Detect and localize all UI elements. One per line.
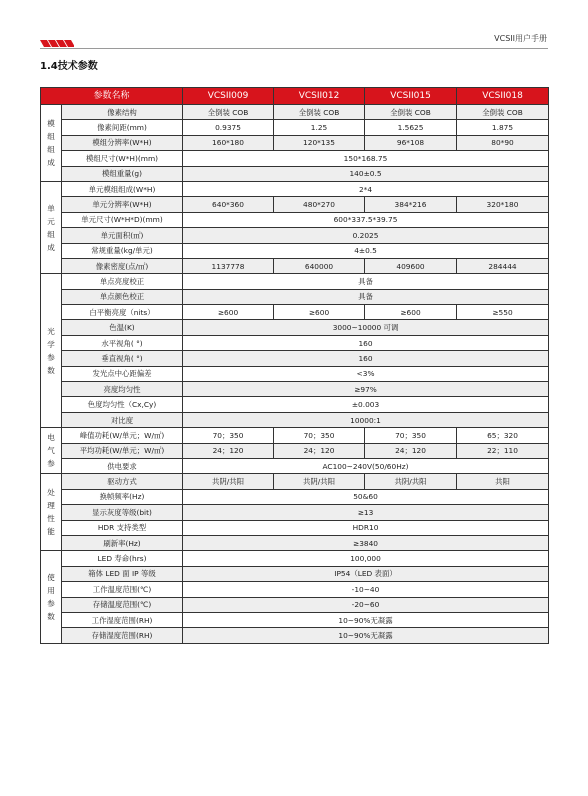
group-label-char: 理 <box>47 501 55 511</box>
group-label-char: 能 <box>47 527 55 537</box>
row-label: 水平视角( °) <box>62 335 183 350</box>
table-row <box>41 612 549 627</box>
table-row <box>41 197 549 212</box>
value-cell: 160*180 <box>183 135 274 150</box>
value-cell: ≥600 <box>274 305 365 320</box>
spec-table-header <box>41 88 549 105</box>
column-header: VCSII018 <box>457 88 549 105</box>
group-label-char: 数 <box>47 612 55 621</box>
row-label: 单点颜色校正 <box>62 289 183 304</box>
value-cell: 640000 <box>274 258 365 273</box>
table-row <box>41 351 549 366</box>
table-row <box>41 535 549 550</box>
value-cell: 全倒装 COB <box>274 105 365 120</box>
value-cell: 10~90%无凝露 <box>183 628 549 643</box>
group-label-char: 参 <box>47 599 55 608</box>
column-header: VCSII012 <box>274 88 365 105</box>
table-row <box>41 489 549 504</box>
row-label: 像素结构 <box>62 105 183 120</box>
table-row <box>41 105 549 120</box>
value-cell: 全倒装 COB <box>183 105 274 120</box>
value-cell: 1.875 <box>457 120 549 135</box>
manual-title: VCSII用户手册 <box>494 34 547 43</box>
row-label: 工作湿度范围(RH) <box>62 612 183 627</box>
value-cell: 600*337.5*39.75 <box>183 212 549 227</box>
value-cell: 640*360 <box>183 197 274 212</box>
group-label-char: 成 <box>47 242 55 252</box>
group-label-char: 组 <box>47 131 55 141</box>
value-cell: 65；320 <box>457 428 549 443</box>
value-cell: 100,000 <box>183 551 549 566</box>
value-cell: ≥97% <box>183 382 549 397</box>
table-row <box>41 335 549 350</box>
value-cell: 10~90%无凝露 <box>183 612 549 627</box>
value-cell: 具备 <box>183 289 549 304</box>
row-label: 存储湿度范围(RH) <box>62 628 183 643</box>
row-label: 刷新率(Hz) <box>62 535 183 550</box>
section-title: 1.4技术参数 <box>40 61 98 72</box>
row-label: 色温(K) <box>62 320 183 335</box>
row-label: 模组重量(g) <box>62 166 183 181</box>
row-label: 单元尺寸(W*H*D)(mm) <box>62 212 183 227</box>
value-cell: 1.5625 <box>365 120 457 135</box>
value-cell: -20~60 <box>183 597 549 612</box>
table-row <box>41 582 549 597</box>
row-label: HDR 支持类型 <box>62 520 183 535</box>
table-row <box>41 597 549 612</box>
row-label: 单元分辨率(W*H) <box>62 197 183 212</box>
table-row <box>41 274 549 289</box>
row-label: 单点亮度校正 <box>62 274 183 289</box>
value-cell: 1137778 <box>183 258 274 273</box>
group-label-char: 组 <box>47 229 55 239</box>
table-row <box>41 412 549 427</box>
row-label: 对比度 <box>62 412 183 427</box>
value-cell: 24；120 <box>183 443 274 458</box>
value-cell: ≥550 <box>457 305 549 320</box>
group-label <box>41 428 62 474</box>
group-label-char: 元 <box>47 216 55 226</box>
value-cell: 160 <box>183 335 549 350</box>
group-label-char: 模 <box>47 118 55 128</box>
row-label: 供电要求 <box>62 458 183 473</box>
value-cell: 0.9375 <box>183 120 274 135</box>
value-cell: ≥3840 <box>183 535 549 550</box>
value-cell: 80*90 <box>457 135 549 150</box>
row-label: 模组尺寸(W*H)(mm) <box>62 151 183 166</box>
value-cell: <3% <box>183 366 549 381</box>
group-label-char: 电 <box>47 433 55 443</box>
group-label-char: 单 <box>47 203 55 213</box>
value-cell: 70；350 <box>274 428 365 443</box>
group-label-char: 性 <box>47 514 55 524</box>
value-cell: 共阳 <box>457 474 549 489</box>
value-cell: 0.2025 <box>183 228 549 243</box>
table-row <box>41 443 549 458</box>
row-label: 色度均匀性（Cx,Cy) <box>62 397 183 412</box>
table-row <box>41 212 549 227</box>
group-label-char: 学 <box>47 339 55 349</box>
row-label: 工作温度范围(℃) <box>62 582 183 597</box>
value-cell: AC100~240V(50/60Hz) <box>183 458 549 473</box>
group-label-char: 参 <box>47 352 55 362</box>
row-label: 箱体 LED 面 IP 等级 <box>62 566 183 581</box>
table-row <box>41 566 549 581</box>
value-cell: 24；120 <box>365 443 457 458</box>
value-cell: 150*168.75 <box>183 151 549 166</box>
value-cell: 70；350 <box>183 428 274 443</box>
group-label-char: 用 <box>47 586 55 595</box>
value-cell: 96*108 <box>365 135 457 150</box>
row-label: 垂直视角( °) <box>62 351 183 366</box>
value-cell: 320*180 <box>457 197 549 212</box>
row-label: 存储温度范围(℃) <box>62 597 183 612</box>
table-row <box>41 305 549 320</box>
row-label: 换帧频率(Hz) <box>62 489 183 504</box>
table-row <box>41 428 549 443</box>
value-cell: 2*4 <box>183 181 549 196</box>
row-label: 像素间距(mm) <box>62 120 183 135</box>
value-cell: 4±0.5 <box>183 243 549 258</box>
value-cell: 140±0.5 <box>183 166 549 181</box>
table-row <box>41 505 549 520</box>
value-cell: -10~40 <box>183 582 549 597</box>
spec-table-body <box>41 105 549 644</box>
row-label: 发光点中心距偏差 <box>62 366 183 381</box>
row-label: 单元面积(㎡) <box>62 228 183 243</box>
row-label: 白平衡亮度（nits） <box>62 305 183 320</box>
row-label: 驱动方式 <box>62 474 183 489</box>
table-row <box>41 181 549 196</box>
table-row <box>41 551 549 566</box>
column-header: 参数名称 <box>41 88 183 105</box>
value-cell: 384*216 <box>365 197 457 212</box>
table-row <box>41 289 549 304</box>
table-row <box>41 243 549 258</box>
group-label <box>41 474 62 551</box>
group-label-char: 处 <box>47 488 55 498</box>
row-label: 模组分辨率(W*H) <box>62 135 183 150</box>
group-label <box>41 274 62 428</box>
value-cell: 全倒装 COB <box>457 105 549 120</box>
value-cell: 284444 <box>457 258 549 273</box>
table-row <box>41 320 549 335</box>
column-header: VCSII009 <box>183 88 274 105</box>
table-row <box>41 151 549 166</box>
value-cell: ≥600 <box>365 305 457 320</box>
row-label: LED 寿命(hrs) <box>62 551 183 566</box>
table-row <box>41 520 549 535</box>
group-label <box>41 105 62 182</box>
value-cell: 480*270 <box>274 197 365 212</box>
value-cell: 全倒装 COB <box>365 105 457 120</box>
value-cell: 共阴/共阳 <box>274 474 365 489</box>
row-label: 平均功耗(W/单元；W/㎡) <box>62 443 183 458</box>
value-cell: 1.25 <box>274 120 365 135</box>
row-label: 像素密度(点/㎡) <box>62 258 183 273</box>
value-cell: 160 <box>183 351 549 366</box>
group-label-char: 成 <box>47 157 55 167</box>
group-label-char: 使 <box>47 573 55 582</box>
group-label <box>41 181 62 273</box>
table-row <box>41 366 549 381</box>
table-row <box>41 474 549 489</box>
header-divider <box>40 48 548 49</box>
table-row <box>41 258 549 273</box>
table-row <box>41 166 549 181</box>
value-cell: 3000~10000 可调 <box>183 320 549 335</box>
value-cell: 70；350 <box>365 428 457 443</box>
column-header: VCSII015 <box>365 88 457 105</box>
row-label: 峰值功耗(W/单元；W/㎡) <box>62 428 183 443</box>
value-cell: 10000:1 <box>183 412 549 427</box>
value-cell: 具备 <box>183 274 549 289</box>
row-label: 单元模组组成(W*H) <box>62 181 183 196</box>
group-label-char: 数 <box>47 365 55 375</box>
group-label-char: 组 <box>47 144 55 154</box>
value-cell: 24；120 <box>274 443 365 458</box>
value-cell: ≥13 <box>183 505 549 520</box>
table-row <box>41 397 549 412</box>
group-label-char: 光 <box>47 326 55 336</box>
table-row <box>41 628 549 643</box>
value-cell: IP54（LED 表面） <box>183 566 549 581</box>
value-cell: 22；110 <box>457 443 549 458</box>
table-row <box>41 382 549 397</box>
value-cell: ±0.003 <box>183 397 549 412</box>
value-cell: HDR10 <box>183 520 549 535</box>
brand-logo-icon <box>40 40 74 47</box>
spec-table <box>40 87 549 644</box>
row-label: 亮度均匀性 <box>62 382 183 397</box>
row-label: 常规重量(kg/单元) <box>62 243 183 258</box>
table-row <box>41 228 549 243</box>
value-cell: ≥600 <box>183 305 274 320</box>
group-label-char: 气 <box>47 446 55 456</box>
group-label-char: 参 <box>47 459 55 469</box>
table-row <box>41 120 549 135</box>
group-label <box>41 551 62 643</box>
value-cell: 共阴/共阳 <box>183 474 274 489</box>
value-cell: 共阴/共阳 <box>365 474 457 489</box>
table-row <box>41 135 549 150</box>
row-label: 显示灰度等级(bit) <box>62 505 183 520</box>
value-cell: 120*135 <box>274 135 365 150</box>
value-cell: 409600 <box>365 258 457 273</box>
table-row <box>41 458 549 473</box>
value-cell: 50&60 <box>183 489 549 504</box>
